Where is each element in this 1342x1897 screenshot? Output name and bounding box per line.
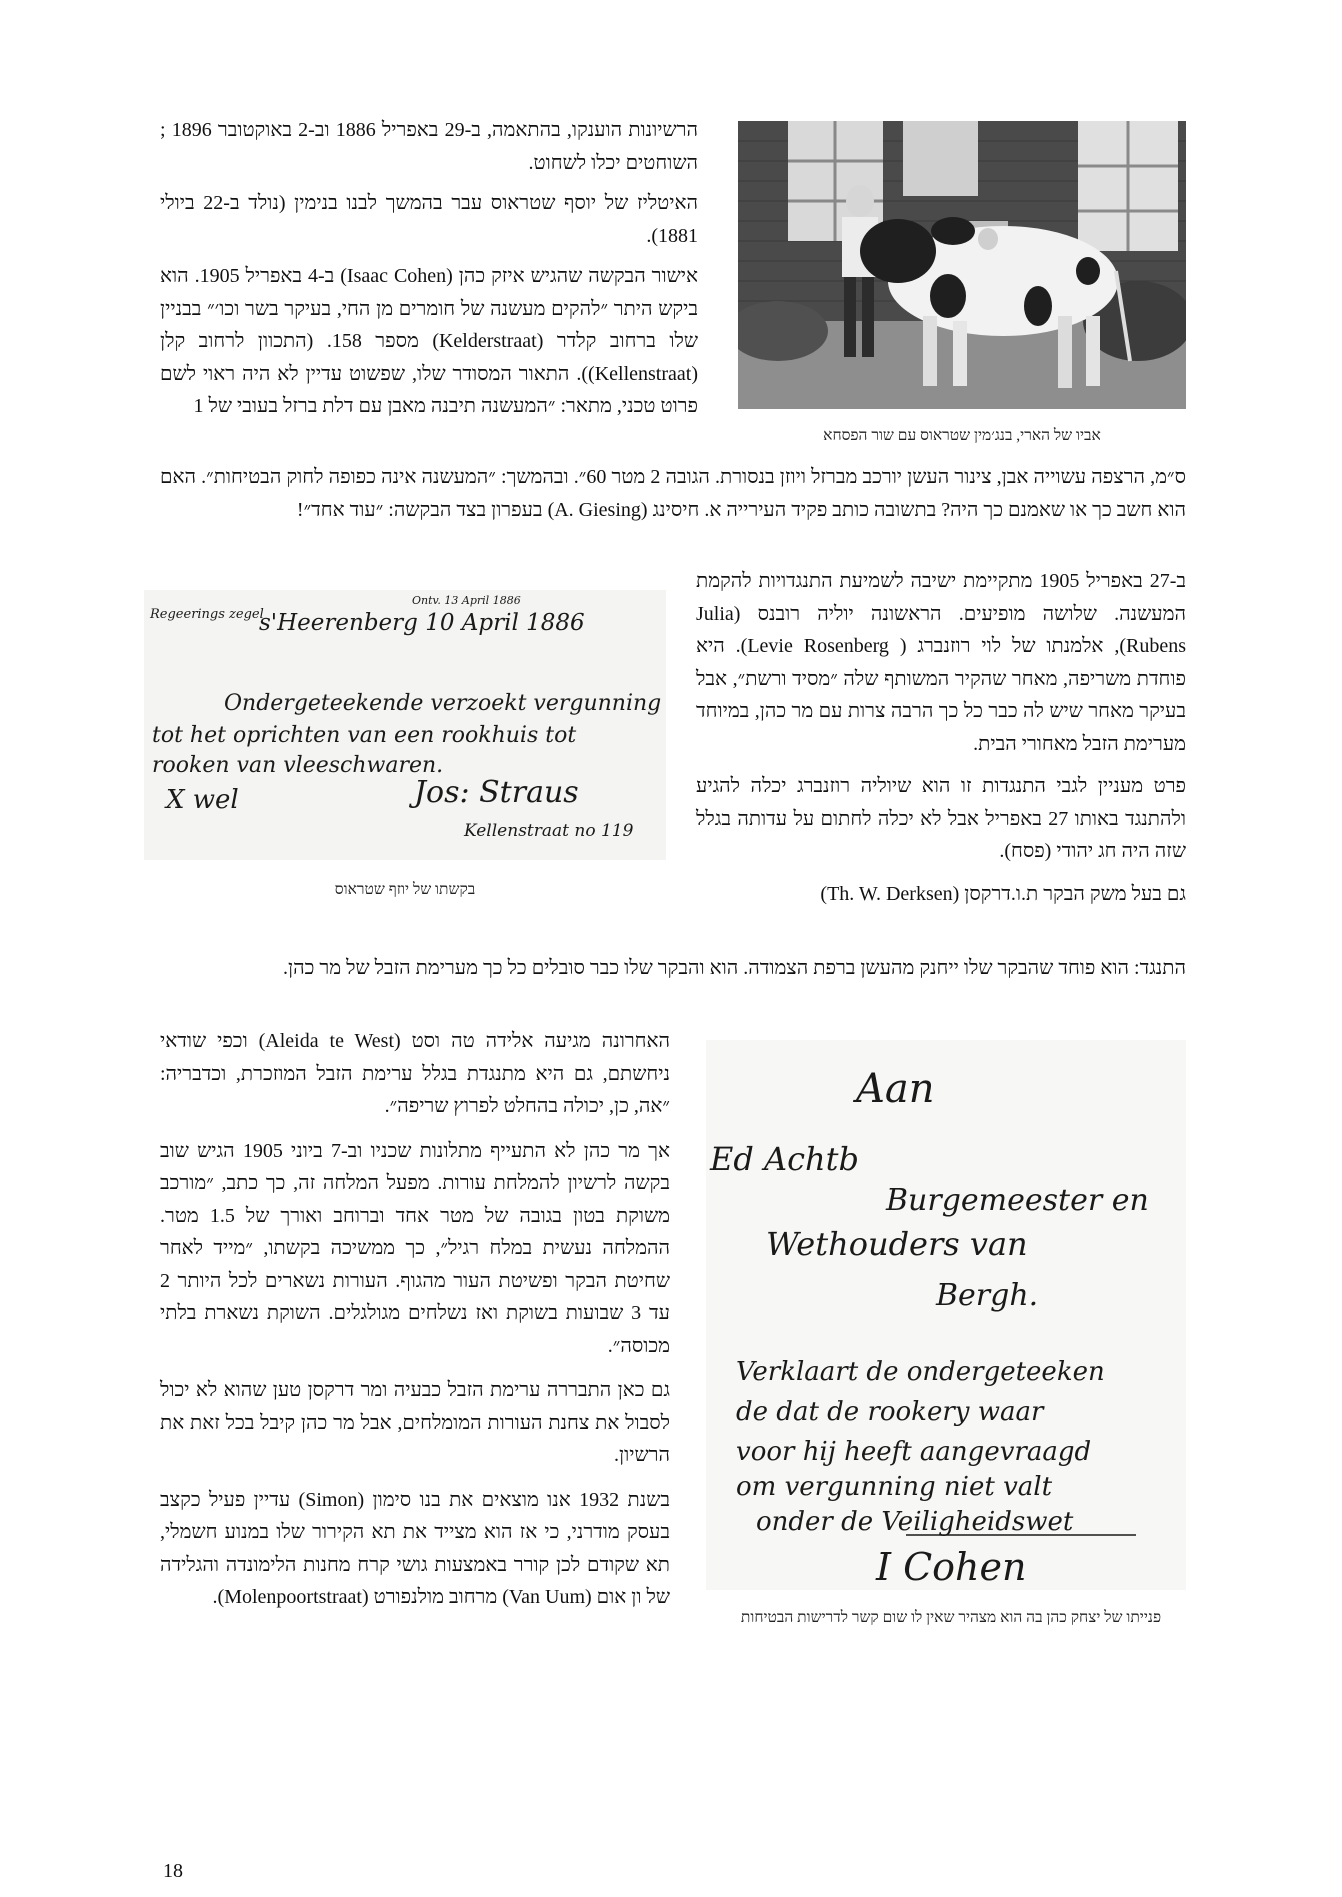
paragraph: גם בעל משק הבקר ת.ו.דרקסן (Th. W. Derksen) <box>820 882 1186 905</box>
letter1-header-left: Regeerings zegel <box>150 607 264 622</box>
letter-cohen-image <box>706 1040 1186 1590</box>
ox-photo-image <box>738 121 1186 409</box>
paragraph: גם כאן התבררה ערימת הזבל כבעיה ומר דרקסן טען שהוא לא יכול לסבול את צחנת העורות המומלחים, אבל מר כהן קיבל בכל זאת את הרשיון. <box>160 1379 670 1466</box>
letter1-line: tot het oprichten van een rookhuis tot <box>152 723 577 748</box>
paragraph: פרט מעניין לגבי התנגדות זו הוא שיוליה רוזנברג יכלה להגיע ולהתנגד באותו 27 באפריל אבל לא יכלה לחתום על עדותה בגלל שזה היה חג יהודי (פסח). <box>696 775 1186 862</box>
paragraph: ב-27 באפריל 1905 מתקיימת ישיבה לשמיעת התנגדויות להקמת המעשנה. שלושה מופיעים. הראשונה יוליה רובנס (Julia Rubens), אלמנתו של לוי רוזנברג ( Levie Rosenberg). היא פוחדת משריפה, מאחר שהקיר המשותף שלה ״מסיד ורשת״, אבל בעיקר מאחר שיש לה כבר כל כך הרבה צרות עם מר כהן, במיוחד מערימת הזבל מאחורי הבית. <box>696 570 1187 755</box>
letter1-caption: בקשתו של יוזף שטראוס <box>334 881 476 898</box>
page-number: 18 <box>163 1860 183 1882</box>
paragraph: האיטליז של יוסף שטראוס עבר בהמשך לבנו בנימין (נולד ב-22 ביולי 1881). <box>160 192 698 247</box>
letter2-line: Aan <box>856 1066 935 1112</box>
letter2-line: Wethouders van <box>766 1225 1028 1263</box>
text-column-top <box>160 114 698 423</box>
letter2-line: Burgemeester en <box>886 1183 1149 1218</box>
letter2-line: Ed Achtb <box>710 1140 859 1178</box>
paragraph: בשנת 1932 אנו מוצאים את בנו סימון (Simon) עדיין פעיל כקצב בעסק מודרני, כי אז הוא מצייד את תא הקירור שלו במנוע חשמלי, תא שקודם לכן קורר באמצעות גושי קרח מחנות הלימונדה והגלידה של ון אום (Van Uum) מרחוב מולנפורט (Molenpoortstraat). <box>160 1488 670 1608</box>
photo-man-with-ox <box>738 121 1186 409</box>
text-full-width-1: ס״מ, הרצפה עשוייה אבן, צינור העשן יורכב מברזל ויוזן בנסורת. הגובה 2 מטר 60״. ובהמשך: ״המעשנה אינה כפופה לחוק הבטיחות״. האם הוא חשב כך או שאמנם כך היה? בתשובה כותב פקיד העירייה א. חיסינג (A. Giesing) בעפרון בצד הבקשה: ״עוד אחד״! <box>160 466 1186 521</box>
text-full-width-2: התנגד: הוא פוחד שהבקר שלו ייחנק מהעשן ברפת הצמודה. הוא והבקר שלו כבר סובלים כל כך מערימת הזבל של מר כהן. <box>283 957 1186 979</box>
letter1-header-date: Ontv. 13 April 1886 <box>412 594 521 607</box>
paragraph: אישור הבקשה שהגיש איזק כהן (Isaac Cohen) ב-4 באפריל 1905. הוא ביקש היתר ״להקים מעשנה של חומרים מן החי, בעיקר בשר וכו׳״ בבניין שלו ברחוב קלדר (Kelderstraat) מספר 158. (התכוון לרחוב קלן (Kellenstraat)). התאור המסודר שלו, שפשוט עדיין לא היה ראוי לשם פרוט טכני, מתאר: ״המעשנה תיבנה מאבן עם דלת ברזל בעובי של 1 <box>160 265 698 417</box>
photo1-caption: אביו של הארי, בנג׳מין שטראוס עם שור הפסחא <box>823 427 1101 444</box>
letter2-line: onder de Veiligheidswet <box>756 1507 1074 1537</box>
letter1-address: Kellenstraat no 119 <box>464 821 634 841</box>
text-column-bottom <box>160 1025 670 1614</box>
letter1-header-place: s'Heerenberg 10 April 1886 <box>259 610 585 636</box>
letter1-line: rooken van vleeschwaren. <box>152 753 444 778</box>
letter2-line: om vergunning niet valt <box>736 1472 1053 1502</box>
paragraph: האחרונה מגיעה אלידה טה וסט (Aleida te West) וכפי שודאי ניחשתם, גם היא מתנגדת בגלל ערימת הזבל המוזכרת, וכדבריה: ״אה, כן, יכולה בהחלט לפרוץ שריפה״. <box>160 1030 671 1117</box>
letter2-signature: I Cohen <box>876 1545 1027 1589</box>
letter1-line: Ondergeteekende verzoekt vergunning <box>224 691 662 716</box>
letter1-mark: X wel <box>166 785 239 815</box>
letter2-line: voor hij heeft aangevraagd <box>736 1437 1092 1467</box>
letter2-line: Verklaart de ondergeteeken <box>736 1357 1105 1387</box>
letter1-signature: Jos: Straus <box>414 775 579 810</box>
letter2-caption: פנייתו של יצחק כהן בה הוא מצהיר שאין לו שום קשר לדרישות הבטיחות <box>740 1609 1162 1626</box>
paragraph: הרשיונות הוענקו, בהתאמה, ב-29 באפריל 1886 וב-2 באוקטובר 1896 ; השוחטים יכלו לשחוט. <box>160 119 698 174</box>
paragraph: אך מר כהן לא התעייף מתלונות שכניו וב-7 ביוני 1905 הגיש שוב בקשה לרשיון להמלחת עורות. מפעל המלחה זה, כך כתב, ״מורכב משוקת בטון בגובה של מטר אחד וברוחב ואורך של 1.5 מטר. ההמלחה נעשית במלח רגיל״, כך ממשיכה בקשתו, ״מייד לאחר שחיטת הבקר ופשיטת העור מהגוף. העורות נשארים לכל היותר 2 עד 3 שבועות בשוקת ואז נשלחים מגולגלים. השוקת נשארת בלתי מכוסה״. <box>160 1139 671 1357</box>
text-column-middle <box>696 565 1186 910</box>
letter2-line: de dat de rookery waar <box>736 1397 1044 1427</box>
letter2-line: Bergh. <box>936 1278 1039 1313</box>
letter-straus-image <box>144 590 666 860</box>
